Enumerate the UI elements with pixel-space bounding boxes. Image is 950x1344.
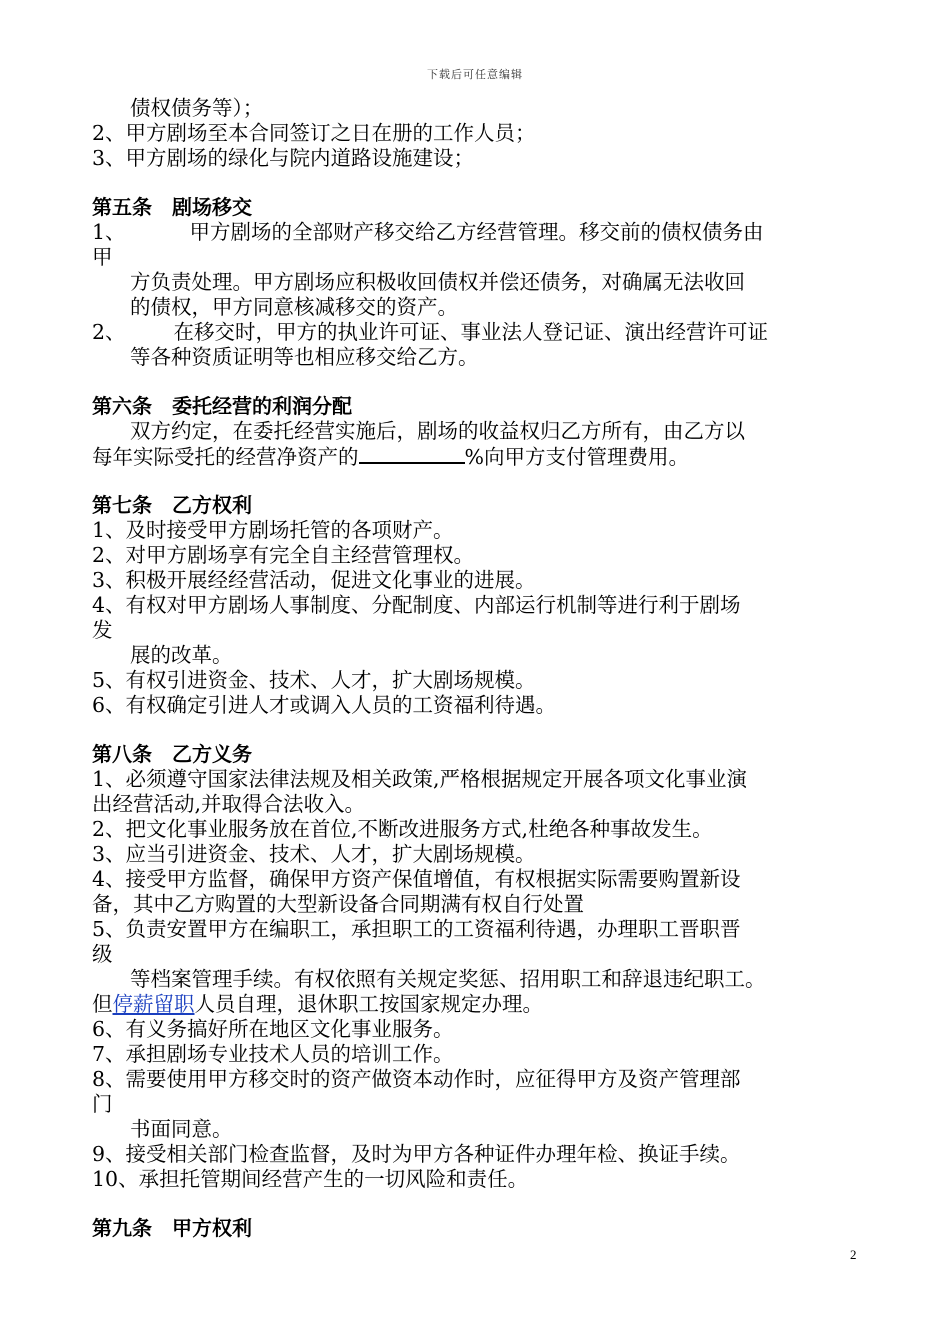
article-8-line: 备，其中乙方购置的大型新设备合同期满有权自行处置 xyxy=(92,892,584,916)
article-7-heading: 第七条 乙方权利 xyxy=(92,493,252,517)
article-7-item-4-wrap: 发 xyxy=(92,618,113,642)
top-item-2: 2、甲方剧场至本合同签订之日在册的工作人员； xyxy=(92,121,536,145)
article-8-line: 书面同意。 xyxy=(130,1117,233,1141)
article-8-line: 10、承担托管期间经营产生的一切风险和责任。 xyxy=(92,1167,529,1191)
article-7-item-2: 2、对甲方剧场享有完全自主经营管理权。 xyxy=(92,543,475,567)
article-8-line: 5、负责安置甲方在编职工，承担职工的工资福利待遇，办理职工晋职晋 xyxy=(92,917,741,941)
article-8-line: 级 xyxy=(92,942,113,966)
article-6-para-2 xyxy=(92,444,872,469)
article-8-line: 7、承担剧场专业技术人员的培训工作。 xyxy=(92,1042,454,1066)
top-item-continuation: 债权债务等）； xyxy=(130,96,264,120)
hyperlink-tingxin-liuzhi[interactable]: 停薪留职 xyxy=(112,992,195,1016)
article-5-item-1-cont: 的债权，甲方同意核减移交的资产。 xyxy=(130,295,458,319)
article-8-line: 1、必须遵守国家法律法规及相关政策,严格根据规定开展各项文化事业演 xyxy=(92,767,748,791)
para-text: %向甲方支付管理费用。 xyxy=(464,445,689,469)
top-item-3: 3、甲方剧场的绿化与院内道路设施建设； xyxy=(92,146,475,170)
article-5-item-1-wrap: 甲 xyxy=(92,245,113,269)
article-7-item-3: 3、积极开展经经营活动，促进文化事业的进展。 xyxy=(92,568,536,592)
page-number: 2 xyxy=(850,1247,857,1262)
article-5-item-2-cont: 等各种资质证明等也相应移交给乙方。 xyxy=(130,345,479,369)
article-8-line: 3、应当引进资金、技术、人才，扩大剧场规模。 xyxy=(92,842,536,866)
article-6-para-1: 双方约定，在委托经营实施后，剧场的收益权归乙方所有，由乙方以 xyxy=(130,419,745,443)
article-5-item-2 xyxy=(92,320,872,345)
article-8-line: 8、需要使用甲方移交时的资产做资本动作时，应征得甲方及资产管理部 xyxy=(92,1067,741,1091)
article-7-item-4: 4、有权对甲方剧场人事制度、分配制度、内部运行机制等进行利于剧场 xyxy=(92,593,741,617)
article-7-item-5: 5、有权引进资金、技术、人才，扩大剧场规模。 xyxy=(92,668,536,692)
article-7-item-4-cont: 展的改革。 xyxy=(130,643,233,667)
item-text: 甲方剧场的全部财产移交给乙方经营管理。移交前的债权债务由 xyxy=(189,220,764,244)
article-8-line: 9、接受相关部门检查监督，及时为甲方各种证件办理年检、换证手续。 xyxy=(92,1142,741,1166)
line-text: 人员自理，退休职工按国家规定办理。 xyxy=(194,992,543,1016)
article-6-heading: 第六条 委托经营的利润分配 xyxy=(92,394,352,418)
article-8-line: 6、有义务搞好所在地区文化事业服务。 xyxy=(92,1017,454,1041)
article-9-heading: 第九条 甲方权利 xyxy=(92,1216,252,1240)
article-8-line: 4、接受甲方监督，确保甲方资产保值增值，有权根据实际需要购置新设 xyxy=(92,867,741,891)
document-body xyxy=(92,96,872,1241)
article-8-line: 等档案管理手续。有权依照有关规定奖惩、招用职工和辞退违纪职工。 xyxy=(130,967,766,991)
article-7-item-1: 1、及时接受甲方剧场托管的各项财产。 xyxy=(92,518,454,542)
item-number: 2、 xyxy=(92,320,126,344)
article-8-heading: 第八条 乙方义务 xyxy=(92,742,252,766)
para-text: 每年实际受托的经营净资产的 xyxy=(92,445,359,469)
item-text: 在移交时，甲方的执业许可证、事业法人登记证、演出经营许可证 xyxy=(173,320,769,344)
article-5-item-1 xyxy=(92,220,872,245)
line-text: 但 xyxy=(92,992,113,1016)
article-5-item-1-cont: 方负责处理。甲方剧场应积极收回债权并偿还债务，对确属无法收回 xyxy=(130,270,745,294)
article-8-line xyxy=(92,992,872,1017)
header-note: 下载后可任意编辑 xyxy=(427,68,523,81)
article-8-line: 门 xyxy=(92,1092,113,1116)
fill-in-blank[interactable] xyxy=(359,444,465,464)
article-8-line: 出经营活动,并取得合法收入。 xyxy=(92,792,366,816)
item-number: 1、 xyxy=(92,220,126,244)
article-7-item-6: 6、有权确定引进人才或调入人员的工资福利待遇。 xyxy=(92,693,557,717)
article-8-line: 2、把文化事业服务放在首位,不断改进服务方式,杜绝各种事故发生。 xyxy=(92,817,713,841)
article-5-heading: 第五条 剧场移交 xyxy=(92,195,252,219)
